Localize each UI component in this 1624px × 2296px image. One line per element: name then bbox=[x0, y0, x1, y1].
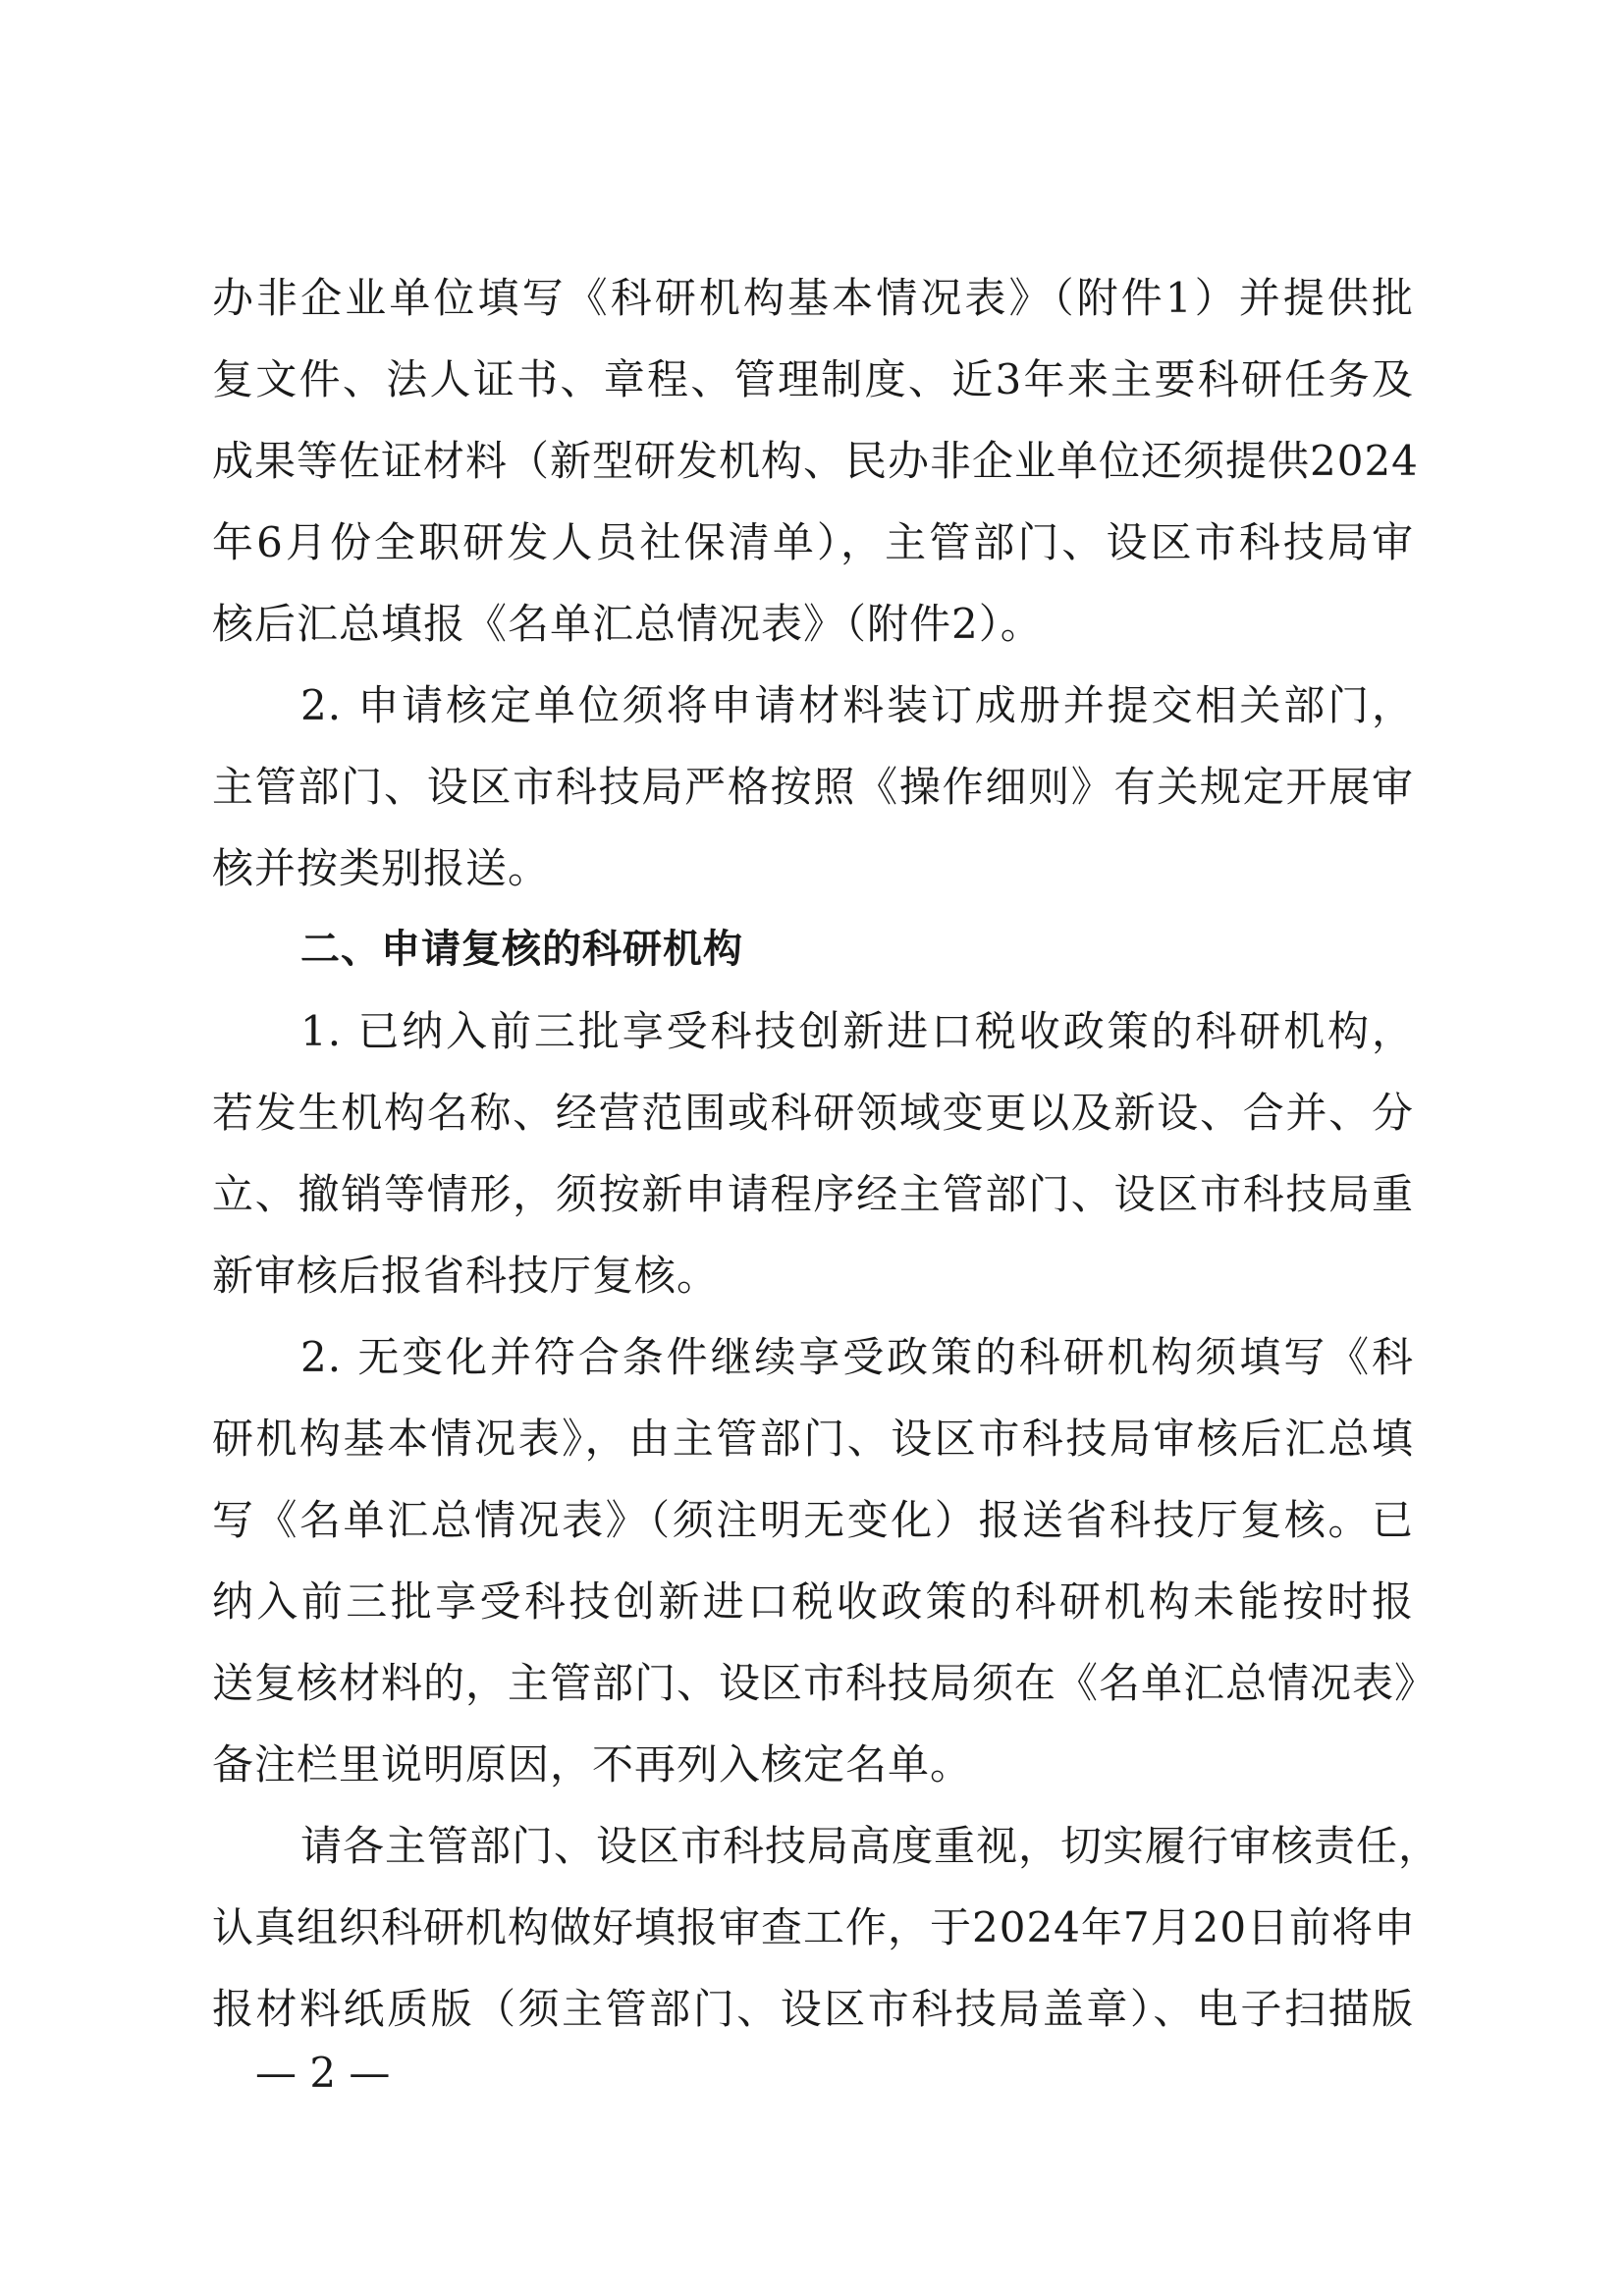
paragraph-line: 2. 无变化并符合条件继续享受政策的科研机构须填写《科 bbox=[300, 1333, 1414, 1381]
paragraph-line: 年6月份全职研发人员社保清单），主管部门、设区市科技局审 bbox=[212, 518, 1414, 566]
paragraph-line: 办非企业单位填写《科研机构基本情况表》（附件1）并提供批 bbox=[212, 274, 1414, 322]
paragraph-line: 纳入前三批享受科技创新进口税收政策的科研机构未能按时报 bbox=[212, 1577, 1414, 1626]
page-number: — 2 — bbox=[255, 2049, 391, 2097]
paragraph-line: 备注栏里说明原因，不再列入核定名单。 bbox=[212, 1740, 973, 1789]
paragraph-line: 若发生机构名称、经营范围或科研领域变更以及新设、合并、分 bbox=[212, 1089, 1414, 1137]
section-heading: 二、申请复核的科研机构 bbox=[300, 927, 743, 972]
paragraph-line: 新审核后报省科技厅复核。 bbox=[212, 1252, 720, 1300]
paragraph-line: 报材料纸质版（须主管部门、设区市科技局盖章）、电子扫描版 bbox=[212, 1985, 1414, 2033]
paragraph-line: 核并按类别报送。 bbox=[212, 844, 551, 892]
paragraph-line: 研机构基本情况表》，由主管部门、设区市科技局审核后汇总填 bbox=[212, 1415, 1414, 1463]
paragraph-line: 请各主管部门、设区市科技局高度重视，切实履行审核责任， bbox=[300, 1822, 1441, 1870]
paragraph-line: 主管部门、设区市科技局严格按照《操作细则》有关规定开展审 bbox=[212, 763, 1414, 811]
paragraph-line: 1. 已纳入前三批享受科技创新进口税收政策的科研机构， bbox=[300, 1007, 1414, 1055]
body-text bbox=[212, 257, 1441, 2050]
paragraph-line: 认真组织科研机构做好填报审查工作，于2024年7月20日前将申 bbox=[212, 1903, 1417, 1951]
paragraph-line: 成果等佐证材料（新型研发机构、民办非企业单位还须提供2024 bbox=[212, 437, 1419, 485]
paragraph-line: 立、撤销等情形，须按新申请程序经主管部门、设区市科技局重 bbox=[212, 1170, 1414, 1218]
paragraph-line: 2. 申请核定单位须将申请材料装订成册并提交相关部门， bbox=[300, 681, 1414, 729]
paragraph-line: 核后汇总填报《名单汇总情况表》（附件2）。 bbox=[212, 600, 1043, 648]
paragraph-line: 复文件、法人证书、章程、管理制度、近3年来主要科研任务及 bbox=[212, 355, 1414, 403]
paragraph-line: 送复核材料的，主管部门、设区市科技局须在《名单汇总情况表》 bbox=[212, 1659, 1437, 1707]
paragraph-line: 写《名单汇总情况表》（须注明无变化）报送省科技厅复核。已 bbox=[212, 1496, 1414, 1544]
